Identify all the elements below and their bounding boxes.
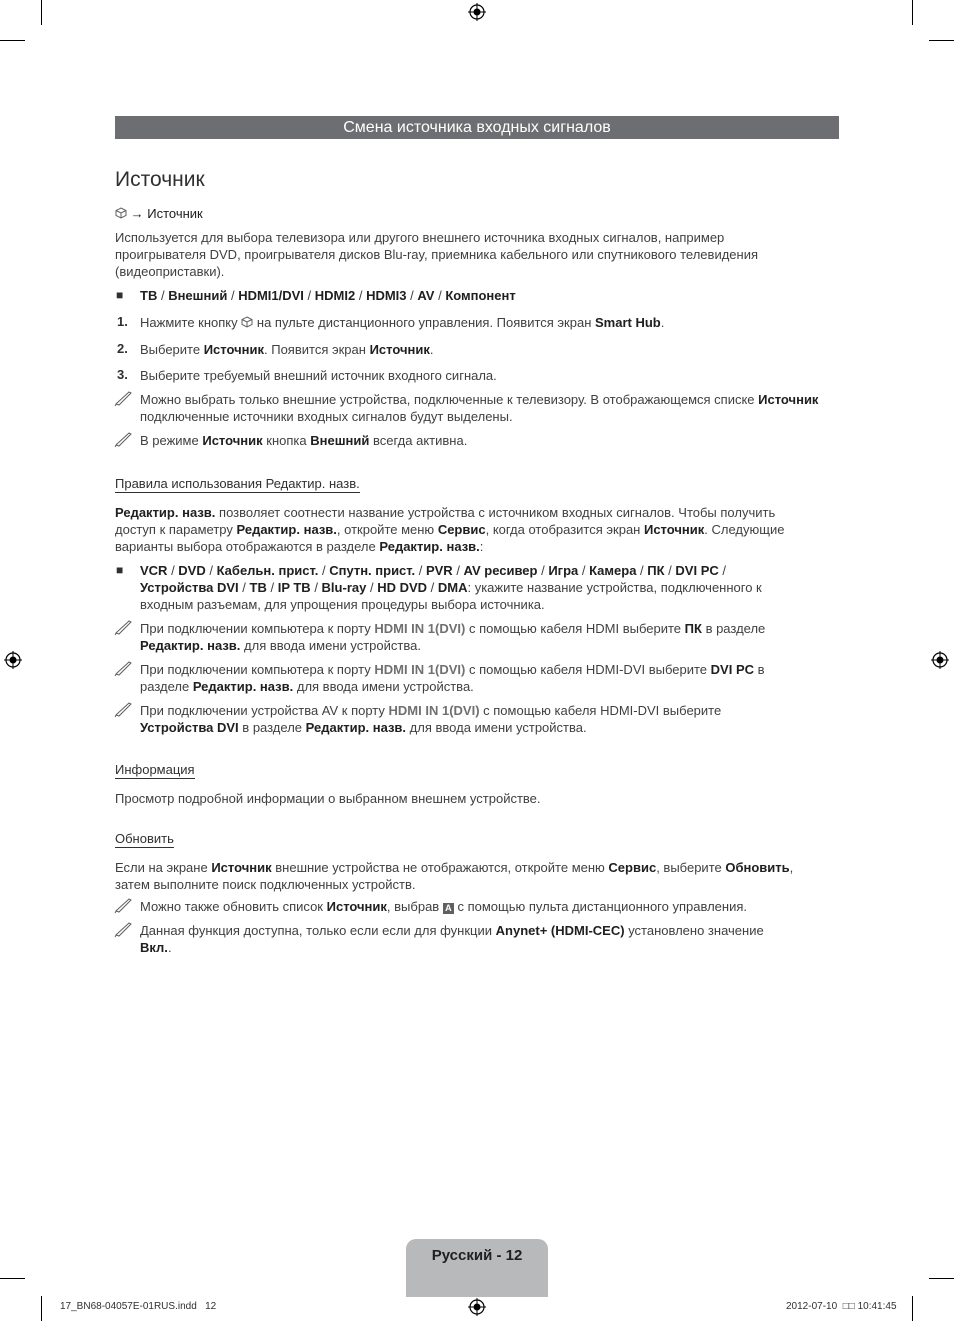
option-item: Компонент [445, 288, 516, 303]
option-item: Blu-ray [321, 580, 367, 595]
step-1: Нажмите кнопку на пульте дистанционного управления. Появится экран Smart Hub. [140, 315, 665, 330]
note-refresh-a-key: Можно также обновить список Источник, выбрав A с помощью пульта дистанционного управления. [140, 899, 747, 914]
source-options-list: ТВ / Внешний / HDMI1/DVI / HDMI2 / HDMI3 / AV / Компонент [140, 288, 516, 303]
option-item: Спутн. прист. [329, 563, 416, 578]
bullet-square-icon: ■ [116, 563, 124, 577]
note-external-active: В режиме Источник кнопка Внешний всегда активна. [140, 433, 468, 448]
step-number: 3. [117, 367, 128, 382]
menu-path [115, 205, 203, 222]
option-item: HDMI2 [314, 288, 356, 303]
refresh-paragraph: Если на экране Источник внешние устройства не отображаются, откройте меню Сервис, выберите Обновить, затем выполните поиск подключенных устройств. [115, 860, 794, 892]
intro-paragraph: Используется для выбора телевизора или другого внешнего источника входных сигналов, например проигрывателя DVD, проигрывателя дисков Blu-ray, приемника кабельного или спутникового телевидения (видеоприставки). [115, 230, 758, 279]
section-banner: Смена источника входных сигналов [115, 116, 839, 139]
page-title: Источник [115, 168, 205, 191]
crop-mark [0, 40, 25, 41]
note-pencil-icon [114, 432, 134, 448]
option-item: DVI PC [675, 563, 719, 578]
rename-subheading: Правила использования Редактир. назв. [115, 476, 360, 491]
step-number: 2. [117, 341, 128, 356]
menu-arrow: → [130, 206, 144, 221]
note-hdmi-pc: При подключении компьютера к порту HDMI IN 1(DVI) с помощью кабеля HDMI выберите ПК в разделе Редактир. назв. для ввода имени устройства. [140, 621, 766, 653]
crop-mark [41, 0, 42, 25]
crop-mark [41, 1296, 42, 1321]
note-pencil-icon [114, 922, 134, 938]
option-item: HDMI3 [366, 288, 407, 303]
note-pencil-icon [114, 391, 134, 407]
option-item: ПК [647, 563, 665, 578]
a-button-icon: A [443, 903, 454, 914]
option-item: Устройства DVI [140, 580, 239, 595]
option-item: Кабельн. прист. [216, 563, 319, 578]
note-pencil-icon [114, 898, 134, 914]
rename-options-list: VCR / DVD / Кабельн. прист. / Спутн. прист. / PVR / AV ресивер / Игра / Камера / ПК / DVI PC / Устройства DVI / ТВ / IP TB / Blu-ray / HD DVD / DMA: укажите название устройства, подключенного к входным разъемам, для упрощения процедуры выбора источника. [140, 563, 762, 612]
crop-mark [912, 1296, 913, 1321]
registration-mark-icon [468, 3, 486, 21]
crop-mark [929, 1278, 954, 1279]
option-item: DMA [437, 580, 468, 595]
option-item: HD DVD [377, 580, 428, 595]
step-2: Выберите Источник. Появится экран Источник. [140, 342, 434, 357]
menu-item-source: Источник [147, 206, 203, 221]
note-pencil-icon [114, 702, 134, 718]
registration-mark-icon [931, 651, 949, 669]
slug-filename: 17_BN68-04057E-01RUS.indd 12 [60, 1301, 217, 1312]
note-av-dvi: При подключении устройства AV к порту HDMI IN 1(DVI) с помощью кабеля HDMI-DVI выберите Устройства DVI в разделе Редактир. назв. для ввода имени устройства. [140, 703, 722, 735]
slug-datetime: 2012-07-10 □□ 10:41:45 [786, 1301, 897, 1312]
registration-mark-icon [468, 1298, 486, 1316]
option-item: ТВ [140, 288, 158, 303]
step-3: Выберите требуемый внешний источник входного сигнала. [140, 368, 497, 383]
note-anynet: Данная функция доступна, только если если для функции Anynet+ (HDMI-CEC) установлено значение Вкл.. [140, 923, 764, 955]
rename-paragraph: Редактир. назв. позволяет соотнести название устройства с источником входных сигналов. Чтобы получить доступ к параметру Редактир. назв., откройте меню Сервис, когда отобразится экран Источник. Следующие варианты выбора отображаются в разделе Редактир. назв.: [115, 505, 785, 554]
info-text: Просмотр подробной информации о выбранном внешнем устройстве. [115, 791, 541, 806]
option-item: PVR [425, 563, 453, 578]
note-pencil-icon [114, 620, 134, 636]
note-pencil-icon [114, 661, 134, 677]
menu-source-icon [115, 207, 127, 219]
registration-mark-icon [4, 651, 22, 669]
option-item: VCR [140, 563, 168, 578]
crop-mark [929, 40, 954, 41]
page-number-label: Русский - 12 [431, 1247, 523, 1264]
crop-mark [0, 1278, 25, 1279]
source-button-icon [241, 316, 253, 328]
option-item: HDMI1/DVI [238, 288, 304, 303]
option-item: Внешний [168, 288, 228, 303]
note-hdmi-dvi-pc: При подключении компьютера к порту HDMI IN 1(DVI) с помощью кабеля HDMI-DVI выберите DVI PC в разделе Редактир. назв. для ввода имени устройства. [140, 662, 765, 694]
note-external-only: Можно выбрать только внешние устройства, подключенные к телевизору. В отображающемся списке Источник подключенные источники входных сигналов будут выделены. [140, 392, 819, 424]
refresh-subheading: Обновить [115, 831, 174, 846]
option-item: Камера [589, 563, 637, 578]
option-item: IP TB [277, 580, 311, 595]
option-item: Игра [548, 563, 579, 578]
option-item: DVD [178, 563, 206, 578]
bullet-square-icon: ■ [116, 288, 124, 302]
step-number: 1. [117, 314, 128, 329]
option-item: AV ресивер [463, 563, 538, 578]
crop-mark [912, 0, 913, 25]
option-item: ТВ [249, 580, 267, 595]
info-subheading: Информация [115, 762, 195, 777]
option-item: AV [417, 288, 435, 303]
